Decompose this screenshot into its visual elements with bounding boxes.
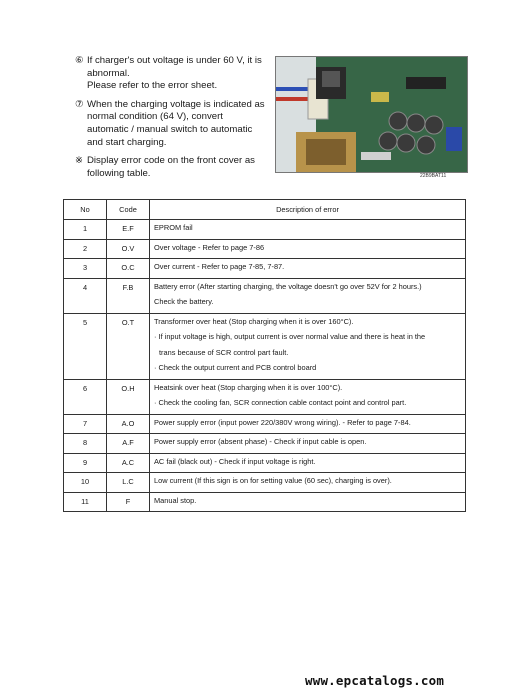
cell-description	[150, 259, 466, 279]
description-line: AC fail (black out) - Check if input voltage is right.	[154, 456, 316, 466]
cell-description	[150, 414, 466, 434]
description-line: Over current - Refer to page 7-85, 7-87.	[154, 262, 285, 271]
cell-no: 2	[64, 239, 107, 259]
cell-code: A.O	[107, 414, 150, 434]
cell-no: 3	[64, 259, 107, 279]
instruction-marker: ⑦	[75, 98, 84, 110]
cell-description	[150, 492, 466, 512]
instruction-item	[75, 99, 265, 149]
table-row	[64, 220, 466, 240]
table-row	[64, 492, 466, 512]
cell-description	[150, 473, 466, 493]
header-description: Description of error	[150, 200, 466, 220]
table-row	[64, 278, 466, 313]
instruction-item	[75, 155, 265, 180]
footer-watermark: www.epcatalogs.com	[305, 673, 445, 688]
description-line: Power supply error (absent phase) - Check if input cable is open.	[154, 437, 367, 446]
table-row	[64, 313, 466, 379]
cell-no: 6	[64, 379, 107, 414]
cell-code: O.V	[107, 239, 150, 259]
cell-no: 9	[64, 453, 107, 473]
figure-caption: 22B9BAT11	[420, 173, 447, 179]
cell-code: A.C	[107, 453, 150, 473]
description-line: Battery error (After starting charging, the voltage doesn't go over 52V for 2 hours.)	[154, 281, 422, 291]
description-line: Transformer over heat (Stop charging when it is over 160°C).	[154, 316, 354, 326]
description-line: Over voltage - Refer to page 7-86	[154, 242, 265, 252]
description-line: Heatsink over heat (Stop charging when it is over 100°C).	[154, 382, 343, 392]
description-line: Check the battery.	[154, 297, 214, 306]
cell-no: 5	[64, 313, 107, 379]
header-code: Code	[107, 200, 150, 220]
cell-no: 11	[64, 492, 107, 512]
description-line: · Check the output current and PCB control board	[154, 363, 317, 372]
instruction-text: If charger's out voltage is under 60 V, it is abnormal. Please refer to the error sheet.	[87, 55, 262, 92]
cell-code: O.H	[107, 379, 150, 414]
table-row	[64, 453, 466, 473]
cell-description	[150, 453, 466, 473]
cell-description	[150, 278, 466, 313]
table-row	[64, 379, 466, 414]
cell-code: A.F	[107, 434, 150, 454]
cell-description	[150, 220, 466, 240]
cell-no: 4	[64, 278, 107, 313]
cell-code: O.T	[107, 313, 150, 379]
description-line: Manual stop.	[154, 495, 197, 505]
cell-code: L.C	[107, 473, 150, 493]
instruction-item	[75, 55, 265, 93]
cell-no: 1	[64, 220, 107, 240]
pcb-illustration	[276, 57, 467, 172]
cell-description	[150, 239, 466, 259]
table-header-row	[64, 200, 466, 220]
cell-description	[150, 434, 466, 454]
cell-no: 7	[64, 414, 107, 434]
pcb-photo	[275, 56, 468, 173]
description-line: · Check the cooling fan, SCR connection cable contact point and control part.	[154, 398, 407, 407]
cell-no: 10	[64, 473, 107, 493]
cell-code: E.F	[107, 220, 150, 240]
table-row	[64, 259, 466, 279]
cell-description	[150, 313, 466, 379]
instruction-marker: ⑥	[75, 55, 84, 66]
instruction-text: When the charging voltage is indicated as normal condition (64 V), convert automatic / manual switch to automatic and start charging.	[87, 98, 265, 148]
table-row	[64, 434, 466, 454]
description-line: EPROM fail	[154, 223, 193, 232]
table-row	[64, 414, 466, 434]
cell-code: F.B	[107, 278, 150, 313]
description-line: Power supply error (input power 220/380V wrong wiring). - Refer to page 7-84.	[154, 417, 411, 427]
description-line: trans because of SCR control part fault.	[159, 347, 289, 357]
instruction-marker: ※	[75, 155, 84, 167]
error-code-table	[63, 199, 466, 512]
cell-code: F	[107, 492, 150, 512]
header-no: No	[64, 200, 107, 220]
cell-code: O.C	[107, 259, 150, 279]
description-line: · If input voltage is high, output current is over normal value and there is heat in the	[154, 332, 426, 341]
description-line: Low current (If this sign is on for setting value (60 sec), charging is over).	[154, 476, 392, 485]
cell-description	[150, 379, 466, 414]
cell-no: 8	[64, 434, 107, 454]
table-row	[64, 473, 466, 493]
instruction-text: Display error code on the front cover as following table.	[87, 155, 255, 179]
table-row	[64, 239, 466, 259]
instructions	[75, 55, 265, 186]
